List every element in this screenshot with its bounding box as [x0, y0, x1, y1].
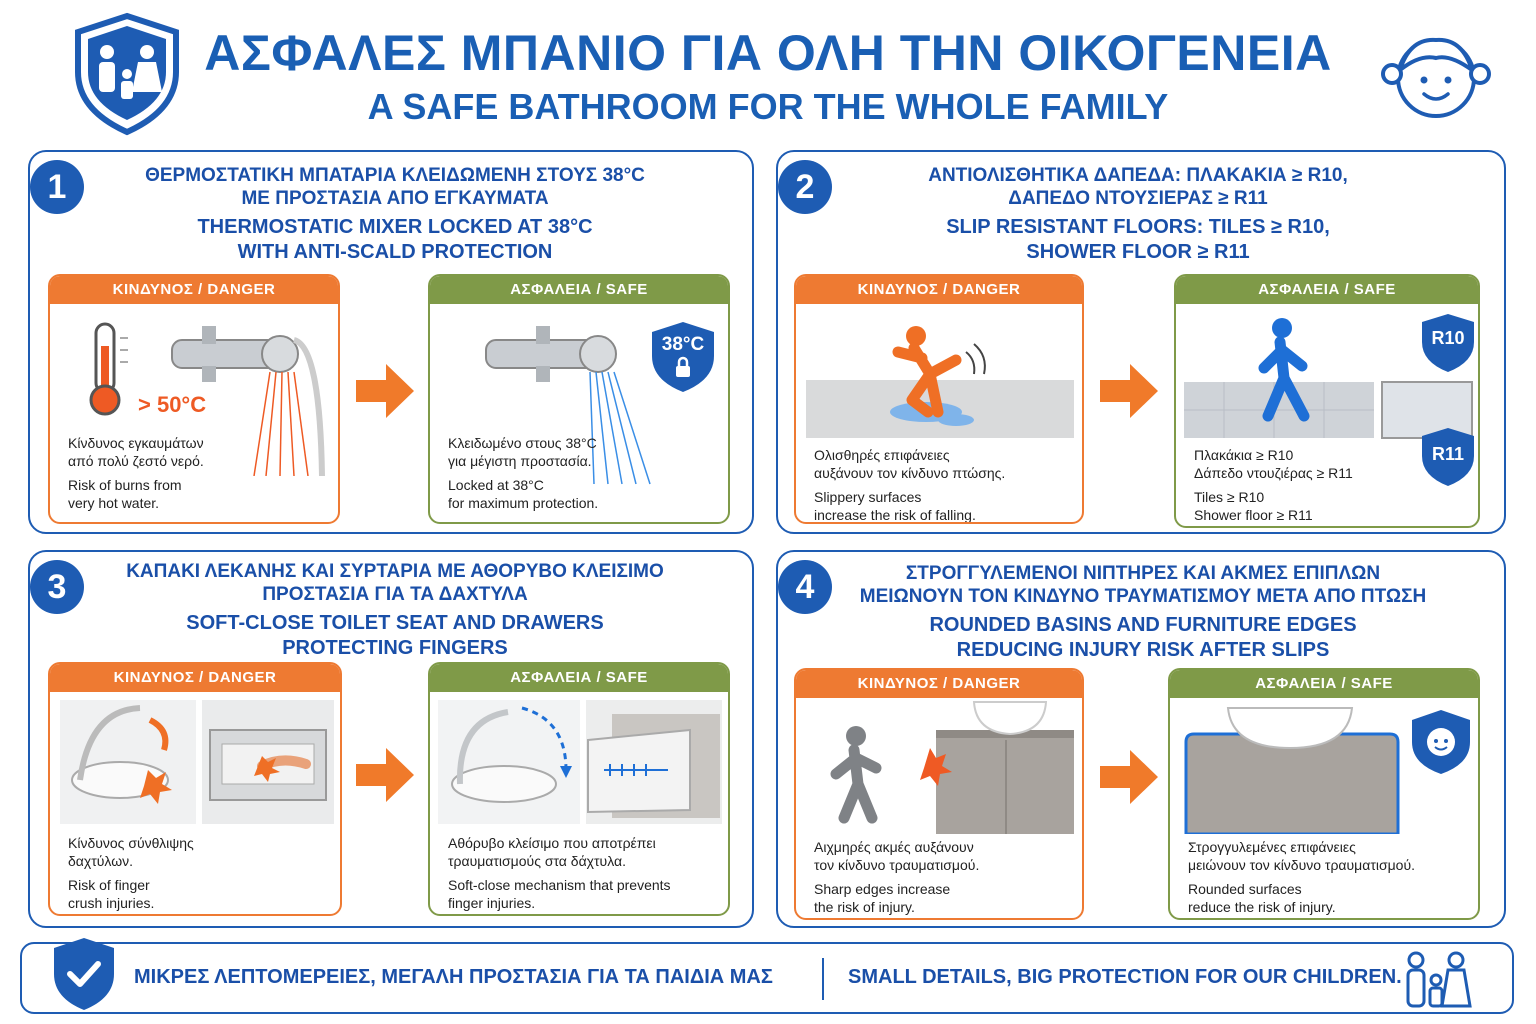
danger-panel	[48, 662, 342, 916]
danger-text-english-line1: Sharp edges increase	[814, 881, 951, 897]
section-title-greek-line1: ΚΑΠΑΚΙ ΛΕΚΑΝΗΣ ΚΑΙ ΣΥΡΤΑΡΙΑ ΜΕ ΑΘΟΡΥΒΟ ΚΛΕΙΣΙΜΟ	[126, 561, 664, 582]
danger-text-english-line2: crush injuries.	[68, 895, 155, 911]
section-title-english-line1: THERMOSTATIC MIXER LOCKED AT 38°C	[197, 216, 593, 238]
section-4	[776, 550, 1506, 928]
page-title-english: A SAFE BATHROOM FOR THE WHOLE FAMILY	[367, 86, 1169, 127]
footer-divider	[822, 958, 824, 1000]
safe-label: ΑΣΦΑΛΕΙΑ / SAFE	[1170, 670, 1478, 698]
danger-panel	[48, 274, 340, 524]
checkmark-shield-icon	[52, 936, 116, 1012]
danger-text-english-line1: Risk of finger	[68, 877, 150, 893]
section-title-english	[838, 613, 1448, 663]
arrow-right-icon	[356, 364, 416, 418]
safe-text-english-line1: Rounded surfaces	[1188, 881, 1302, 897]
safe-label: ΑΣΦΑΛΕΙΑ / SAFE	[430, 664, 728, 692]
section-2	[776, 150, 1506, 534]
r11-badge: R11	[1431, 444, 1465, 464]
danger-text-english-line1: Slippery surfaces	[814, 489, 922, 505]
footer-text-english: SMALL DETAILS, BIG PROTECTION FOR OUR CHILDREN.	[848, 966, 1402, 988]
danger-text-greek-line1: Ολισθηρές επιφάνειες	[814, 447, 950, 463]
safe-text-greek-line2: Δάπεδο ντουζιέρας ≥ R11	[1194, 465, 1353, 481]
section-title-english	[90, 611, 700, 661]
safe-panel	[1174, 274, 1480, 528]
safe-panel	[428, 274, 730, 524]
safe-label: ΑΣΦΑΛΕΙΑ / SAFE	[1176, 276, 1478, 304]
section-title-greek-line1: ΘΕΡΜΟΣΤΑΤΙΚΗ ΜΠΑΤΑΡΙΑ ΚΛΕΙΔΩΜΕΝΗ ΣΤΟΥΣ 38°C	[145, 165, 645, 186]
safe-text-greek-line1: Κλειδωμένο στους 38°C	[448, 435, 597, 451]
r10-badge: R10	[1431, 328, 1465, 348]
section-number: 3	[30, 560, 84, 614]
section-1	[28, 150, 754, 534]
safe-panel	[1168, 668, 1480, 920]
child-shield-icon	[1410, 708, 1472, 776]
safe-text-greek-line2: μειώνουν τον κίνδυνο τραυματισμού.	[1188, 857, 1416, 873]
section-title-english-line1: SOFT-CLOSE TOILET SEAT AND DRAWERS	[186, 612, 604, 634]
section-number: 4	[778, 560, 832, 614]
sharp-edge-icon	[806, 700, 1076, 834]
section-title-english-line1: SLIP RESISTANT FLOORS: TILES ≥ R10,	[946, 216, 1330, 238]
safe-text-greek-line1: Στρογγυλεμένες επιφάνειες	[1188, 839, 1356, 855]
soft-close-toilet-icon	[438, 700, 580, 824]
section-title-english-line2: WITH ANTI-SCALD PROTECTION	[237, 241, 553, 263]
footer-text-greek: ΜΙΚΡΕΣ ΛΕΠΤΟΜΕΡΕΙΕΣ, ΜΕΓΑΛΗ ΠΡΟΣΤΑΣΙΑ ΓΙΑ ΤΑ ΠΑΙΔΙΑ ΜΑΣ	[134, 966, 773, 988]
danger-text-english-line2: the risk of injury.	[814, 899, 915, 915]
section-title-greek-line1: ΑΝΤΙΟΛΙΣΘΗΤΙΚΑ ΔΑΠΕΔΑ: ΠΛΑΚΑΚΙΑ ≥ R10,	[928, 165, 1348, 186]
safe-text-greek-line1: Αθόρυβο κλείσιμο που αποτρέπει	[448, 835, 656, 851]
danger-panel	[794, 274, 1084, 524]
footer-banner	[20, 942, 1514, 1014]
safe-text-greek-line2: τραυματισμούς στα δάχτυλα.	[448, 853, 626, 869]
child-face-icon	[1380, 28, 1492, 124]
safe-text-english-line2: for maximum protection.	[448, 495, 599, 511]
danger-text-english-line1: Risk of burns from	[68, 477, 182, 493]
safe-panel	[428, 662, 730, 916]
soft-close-drawer-icon	[586, 700, 722, 824]
temperature-locked-badge: 38°C	[661, 334, 705, 355]
danger-text-greek-line2: τον κίνδυνο τραυματισμού.	[814, 857, 980, 873]
safe-text-english-line2: finger injuries.	[448, 895, 536, 911]
section-title-greek-line1: ΣΤΡΟΓΓΥΛΕΜΕΝΟΙ ΝΙΠΤΗΡΕΣ ΚΑΙ ΑΚΜΕΣ ΕΠΙΠΛΩΝ	[905, 563, 1381, 584]
arrow-right-icon	[356, 748, 416, 802]
safe-text-english-line1: Locked at 38°C	[448, 477, 544, 493]
section-number: 2	[778, 160, 832, 214]
danger-label: ΚΙΝΔΥΝΟΣ / DANGER	[50, 276, 338, 304]
section-title-english	[848, 215, 1428, 265]
section-3	[28, 550, 754, 928]
danger-text-greek-line1: Κίνδυνος σύνθλιψης	[68, 835, 194, 851]
danger-label: ΚΙΝΔΥΝΟΣ / DANGER	[796, 670, 1082, 698]
section-title-english-line1: ROUNDED BASINS AND FURNITURE EDGES	[929, 614, 1357, 636]
danger-text-english-line2: increase the risk of falling.	[814, 507, 976, 523]
danger-label: ΚΙΝΔΥΝΟΣ / DANGER	[796, 276, 1082, 304]
section-title-greek-line2: ΠΡΟΣΤΑΣΙΑ ΓΙΑ ΤΑ ΔΑΧΤΥΛΑ	[262, 584, 528, 605]
safe-text-greek-line2: για μέγιστη προστασία.	[448, 453, 592, 469]
temperature-hot-value: > 50°C	[138, 392, 207, 417]
danger-text-greek-line1: Αιχμηρές ακμές αυξάνουν	[814, 839, 974, 855]
danger-text-english-line2: very hot water.	[68, 495, 160, 511]
slipping-person-icon	[806, 312, 1076, 442]
drawer-slam-icon	[202, 700, 334, 824]
section-title-english-line2: PROTECTING FINGERS	[282, 637, 508, 659]
safe-text-english-line1: Soft-close mechanism that prevents	[448, 877, 671, 893]
thermometer-icon	[80, 320, 140, 420]
danger-text-greek-line2: από πολύ ζεστό νερό.	[68, 453, 204, 469]
section-title-english-line2: SHOWER FLOOR ≥ R11	[1026, 241, 1250, 263]
safe-text-english-line2: reduce the risk of injury.	[1188, 899, 1336, 915]
section-title-english	[90, 215, 700, 265]
arrow-right-icon	[1100, 750, 1160, 804]
safe-label: ΑΣΦΑΛΕΙΑ / SAFE	[430, 276, 728, 304]
section-title-english-line2: REDUCING INJURY RISK AFTER SLIPS	[956, 639, 1330, 661]
danger-text-greek-line2: δαχτύλων.	[68, 853, 134, 869]
arrow-right-icon	[1100, 364, 1160, 418]
safe-text-english-line2: Shower floor ≥ R11	[1194, 507, 1313, 523]
section-title-greek-line2: ΔΑΠΕΔΟ ΝΤΟΥΣΙΕΡΑΣ ≥ R11	[1008, 188, 1268, 209]
danger-text-greek-line1: Κίνδυνος εγκαυμάτων	[68, 435, 204, 451]
toilet-slam-icon	[60, 700, 196, 824]
danger-label: ΚΙΝΔΥΝΟΣ / DANGER	[50, 664, 340, 692]
safe-text-english-line1: Tiles ≥ R10	[1194, 489, 1265, 505]
section-title-greek-line2: ΜΕ ΠΡΟΣΤΑΣΙΑ ΑΠΟ ΕΓΚΑΥΜΑΤΑ	[241, 188, 549, 209]
page-title-greek: ΑΣΦΑΛΕΣ ΜΠΑΝΙΟ ΓΙΑ ΟΛΗ ΤΗΝ ΟΙΚΟΓΕΝΕΙΑ	[204, 25, 1332, 81]
shield-lock-icon	[650, 320, 716, 394]
safe-text-greek-line1: Πλακάκια ≥ R10	[1194, 447, 1294, 463]
family-icon	[1398, 950, 1474, 1010]
danger-panel	[794, 668, 1084, 920]
danger-text-greek-line2: αυξάνουν τον κίνδυνο πτώσης.	[814, 465, 1006, 481]
section-title-greek-line2: ΜΕΙΩΝΟΥΝ ΤΟΝ ΚΙΝΔΥΝΟ ΤΡΑΥΜΑΤΙΣΜΟΥ ΜΕΤΑ ΑΠΟ ΠΤΩΣΗ	[859, 586, 1427, 607]
section-number: 1	[30, 160, 84, 214]
